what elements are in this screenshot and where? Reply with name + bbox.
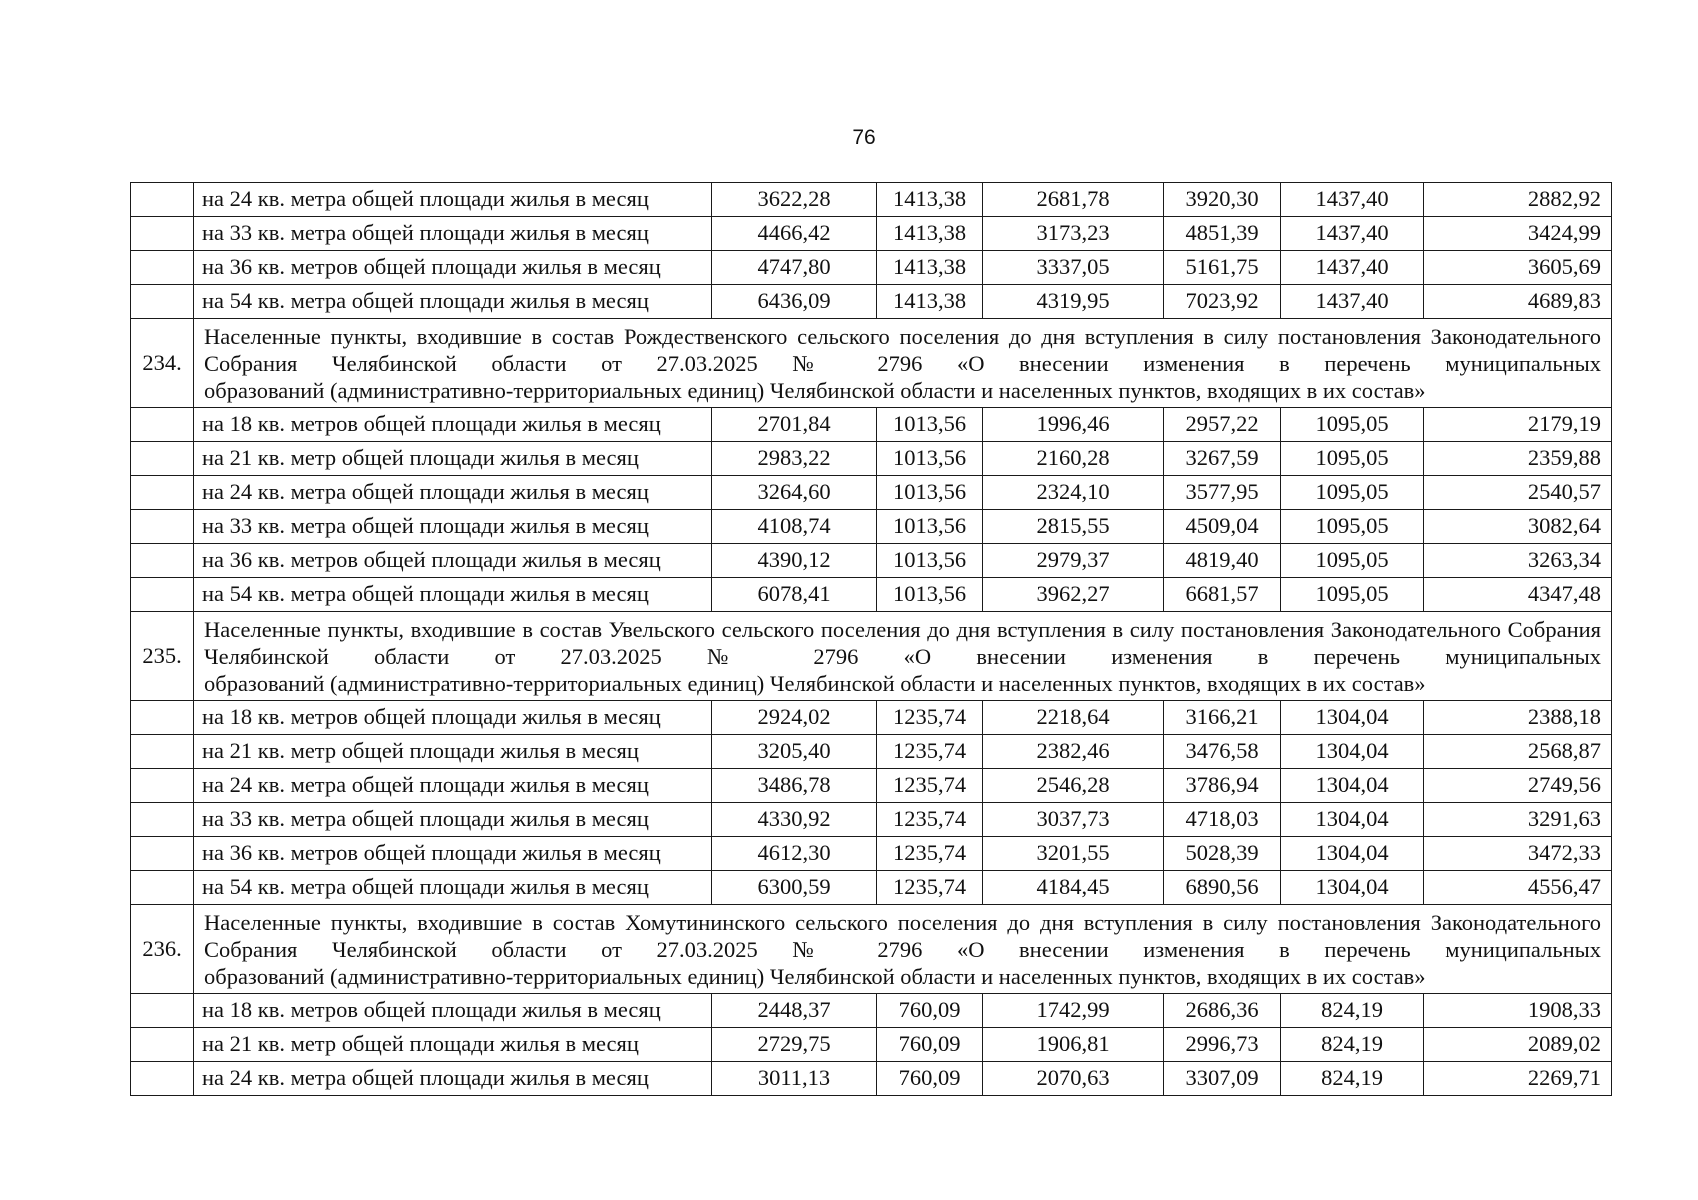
value-cell-4: 3166,21 xyxy=(1164,701,1281,735)
value-cell-3: 3962,27 xyxy=(983,578,1164,612)
value-cell-5: 1304,04 xyxy=(1281,769,1424,803)
value-cell-5: 1437,40 xyxy=(1281,285,1424,319)
row-label: на 54 кв. метра общей площади жилья в месяц xyxy=(194,871,712,905)
value-cell-5: 1304,04 xyxy=(1281,701,1424,735)
group-description xyxy=(194,905,1612,994)
value-cell-2: 1235,74 xyxy=(877,769,983,803)
value-cell-1: 4390,12 xyxy=(712,544,877,578)
value-cell-1: 6078,41 xyxy=(712,578,877,612)
value-cell-5: 1095,05 xyxy=(1281,510,1424,544)
row-number-cell xyxy=(131,837,194,871)
row-label: на 24 кв. метра общей площади жилья в месяц xyxy=(194,476,712,510)
value-cell-4: 5028,39 xyxy=(1164,837,1281,871)
value-cell-5: 1304,04 xyxy=(1281,735,1424,769)
row-label: на 36 кв. метров общей площади жилья в месяц xyxy=(194,837,712,871)
value-cell-6: 2568,87 xyxy=(1424,735,1612,769)
row-label: на 36 кв. метров общей площади жилья в месяц xyxy=(194,251,712,285)
value-cell-1: 2729,75 xyxy=(712,1028,877,1062)
row-number-cell xyxy=(131,769,194,803)
value-cell-1: 3264,60 xyxy=(712,476,877,510)
group-description-last-line: образований (административно-территориальных единиц) Челябинской области и населенных пунктов, входящих в их состав» xyxy=(204,670,1426,696)
value-cell-6: 1908,33 xyxy=(1424,994,1612,1028)
table-row xyxy=(131,871,1612,905)
row-number-cell xyxy=(131,217,194,251)
value-cell-6: 2749,56 xyxy=(1424,769,1612,803)
value-cell-6: 2179,19 xyxy=(1424,408,1612,442)
table-row xyxy=(131,735,1612,769)
table-row xyxy=(131,837,1612,871)
table-row xyxy=(131,1028,1612,1062)
table-row xyxy=(131,476,1612,510)
value-cell-4: 4851,39 xyxy=(1164,217,1281,251)
tariff-table xyxy=(130,182,1612,1096)
value-cell-3: 2815,55 xyxy=(983,510,1164,544)
row-number-cell xyxy=(131,544,194,578)
group-description-text: Населенные пункты, входившие в состав Рождественского сельского поселения до дня вступления в силу постановления Законодательного Собрания Челябинской области от 27.03.2025 № 2796 «О внесении изменения в перечень муниципальных xyxy=(204,323,1601,376)
table-row xyxy=(131,285,1612,319)
group-description-last-line: образований (административно-территориальных единиц) Челябинской области и населенных пунктов, входящих в их состав» xyxy=(204,963,1426,989)
value-cell-5: 824,19 xyxy=(1281,1028,1424,1062)
value-cell-6: 4347,48 xyxy=(1424,578,1612,612)
value-cell-1: 4330,92 xyxy=(712,803,877,837)
value-cell-3: 1742,99 xyxy=(983,994,1164,1028)
value-cell-6: 3424,99 xyxy=(1424,217,1612,251)
row-label: на 33 кв. метра общей площади жилья в месяц xyxy=(194,803,712,837)
value-cell-2: 1413,38 xyxy=(877,217,983,251)
table-row xyxy=(131,183,1612,217)
value-cell-5: 824,19 xyxy=(1281,1062,1424,1096)
row-label: на 36 кв. метров общей площади жилья в месяц xyxy=(194,544,712,578)
value-cell-6: 3263,34 xyxy=(1424,544,1612,578)
value-cell-2: 1013,56 xyxy=(877,476,983,510)
value-cell-5: 1095,05 xyxy=(1281,578,1424,612)
value-cell-4: 3307,09 xyxy=(1164,1062,1281,1096)
value-cell-2: 760,09 xyxy=(877,1062,983,1096)
row-number-cell xyxy=(131,994,194,1028)
value-cell-1: 4747,80 xyxy=(712,251,877,285)
row-label: на 18 кв. метров общей площади жилья в месяц xyxy=(194,408,712,442)
value-cell-2: 1013,56 xyxy=(877,578,983,612)
row-label: на 24 кв. метра общей площади жилья в месяц xyxy=(194,1062,712,1096)
value-cell-6: 2540,57 xyxy=(1424,476,1612,510)
group-header-row xyxy=(131,905,1612,994)
value-cell-2: 760,09 xyxy=(877,1028,983,1062)
value-cell-1: 3205,40 xyxy=(712,735,877,769)
value-cell-3: 4319,95 xyxy=(983,285,1164,319)
row-number-cell xyxy=(131,285,194,319)
value-cell-5: 1304,04 xyxy=(1281,871,1424,905)
table-row xyxy=(131,1062,1612,1096)
row-number-cell xyxy=(131,476,194,510)
row-number-cell xyxy=(131,701,194,735)
row-label: на 18 кв. метров общей площади жилья в месяц xyxy=(194,994,712,1028)
value-cell-4: 4819,40 xyxy=(1164,544,1281,578)
value-cell-6: 3291,63 xyxy=(1424,803,1612,837)
value-cell-4: 3476,58 xyxy=(1164,735,1281,769)
group-description-last-line: образований (административно-территориальных единиц) Челябинской области и населенных пунктов, входящих в их состав» xyxy=(204,377,1426,403)
table-row xyxy=(131,578,1612,612)
row-label: на 54 кв. метра общей площади жилья в месяц xyxy=(194,285,712,319)
value-cell-4: 5161,75 xyxy=(1164,251,1281,285)
value-cell-4: 3786,94 xyxy=(1164,769,1281,803)
row-number-cell xyxy=(131,251,194,285)
row-label: на 24 кв. метра общей площади жилья в месяц xyxy=(194,183,712,217)
value-cell-1: 6436,09 xyxy=(712,285,877,319)
value-cell-4: 6681,57 xyxy=(1164,578,1281,612)
group-number: 236. xyxy=(131,905,194,994)
table-row xyxy=(131,217,1612,251)
value-cell-2: 1235,74 xyxy=(877,837,983,871)
row-label: на 21 кв. метр общей площади жилья в месяц xyxy=(194,735,712,769)
row-number-cell xyxy=(131,1062,194,1096)
value-cell-3: 2160,28 xyxy=(983,442,1164,476)
value-cell-5: 1304,04 xyxy=(1281,837,1424,871)
row-number-cell xyxy=(131,578,194,612)
value-cell-5: 1095,05 xyxy=(1281,442,1424,476)
value-cell-1: 3622,28 xyxy=(712,183,877,217)
value-cell-5: 1437,40 xyxy=(1281,217,1424,251)
value-cell-1: 3486,78 xyxy=(712,769,877,803)
value-cell-4: 6890,56 xyxy=(1164,871,1281,905)
group-description xyxy=(194,319,1612,408)
value-cell-3: 2546,28 xyxy=(983,769,1164,803)
group-description-text: Населенные пункты, входившие в состав Хомутининского сельского поселения до дня вступления в силу постановления Законодательного Собрания Челябинской области от 27.03.2025 № 2796 «О внесении изменения в перечень муниципальных xyxy=(204,909,1601,962)
value-cell-5: 1095,05 xyxy=(1281,476,1424,510)
row-label: на 21 кв. метр общей площади жилья в месяц xyxy=(194,1028,712,1062)
value-cell-1: 2701,84 xyxy=(712,408,877,442)
value-cell-1: 4612,30 xyxy=(712,837,877,871)
row-number-cell xyxy=(131,735,194,769)
table-row xyxy=(131,803,1612,837)
value-cell-4: 4718,03 xyxy=(1164,803,1281,837)
value-cell-5: 1437,40 xyxy=(1281,251,1424,285)
row-number-cell xyxy=(131,1028,194,1062)
row-number-cell xyxy=(131,510,194,544)
value-cell-6: 3082,64 xyxy=(1424,510,1612,544)
value-cell-2: 1413,38 xyxy=(877,183,983,217)
value-cell-6: 3472,33 xyxy=(1424,837,1612,871)
value-cell-6: 4556,47 xyxy=(1424,871,1612,905)
value-cell-4: 2957,22 xyxy=(1164,408,1281,442)
row-number-cell xyxy=(131,803,194,837)
value-cell-2: 1413,38 xyxy=(877,285,983,319)
table-row xyxy=(131,544,1612,578)
row-number-cell xyxy=(131,408,194,442)
value-cell-4: 3267,59 xyxy=(1164,442,1281,476)
value-cell-2: 760,09 xyxy=(877,994,983,1028)
table-row xyxy=(131,251,1612,285)
value-cell-1: 2983,22 xyxy=(712,442,877,476)
value-cell-3: 3337,05 xyxy=(983,251,1164,285)
value-cell-5: 1304,04 xyxy=(1281,803,1424,837)
group-header-row xyxy=(131,319,1612,408)
row-label: на 54 кв. метра общей площади жилья в месяц xyxy=(194,578,712,612)
value-cell-2: 1235,74 xyxy=(877,701,983,735)
page-number: 76 xyxy=(852,126,876,149)
value-cell-6: 2359,88 xyxy=(1424,442,1612,476)
row-label: на 18 кв. метров общей площади жилья в месяц xyxy=(194,701,712,735)
value-cell-6: 4689,83 xyxy=(1424,285,1612,319)
row-label: на 33 кв. метра общей площади жилья в месяц xyxy=(194,217,712,251)
row-number-cell xyxy=(131,442,194,476)
value-cell-6: 2388,18 xyxy=(1424,701,1612,735)
value-cell-3: 2324,10 xyxy=(983,476,1164,510)
row-label: на 21 кв. метр общей площади жилья в месяц xyxy=(194,442,712,476)
value-cell-6: 2882,92 xyxy=(1424,183,1612,217)
value-cell-2: 1413,38 xyxy=(877,251,983,285)
value-cell-3: 4184,45 xyxy=(983,871,1164,905)
table-row xyxy=(131,408,1612,442)
value-cell-2: 1235,74 xyxy=(877,803,983,837)
value-cell-4: 3577,95 xyxy=(1164,476,1281,510)
value-cell-2: 1235,74 xyxy=(877,871,983,905)
value-cell-2: 1235,74 xyxy=(877,735,983,769)
value-cell-4: 2686,36 xyxy=(1164,994,1281,1028)
value-cell-4: 4509,04 xyxy=(1164,510,1281,544)
row-number-cell xyxy=(131,871,194,905)
value-cell-1: 4108,74 xyxy=(712,510,877,544)
value-cell-2: 1013,56 xyxy=(877,442,983,476)
table-row xyxy=(131,442,1612,476)
value-cell-3: 2979,37 xyxy=(983,544,1164,578)
group-number: 234. xyxy=(131,319,194,408)
value-cell-4: 2996,73 xyxy=(1164,1028,1281,1062)
value-cell-1: 6300,59 xyxy=(712,871,877,905)
group-number: 235. xyxy=(131,612,194,701)
value-cell-3: 2218,64 xyxy=(983,701,1164,735)
group-header-row xyxy=(131,612,1612,701)
value-cell-4: 3920,30 xyxy=(1164,183,1281,217)
value-cell-1: 4466,42 xyxy=(712,217,877,251)
value-cell-2: 1013,56 xyxy=(877,408,983,442)
value-cell-2: 1013,56 xyxy=(877,510,983,544)
value-cell-5: 1095,05 xyxy=(1281,544,1424,578)
value-cell-3: 2382,46 xyxy=(983,735,1164,769)
value-cell-5: 824,19 xyxy=(1281,994,1424,1028)
group-description xyxy=(194,612,1612,701)
value-cell-3: 1906,81 xyxy=(983,1028,1164,1062)
value-cell-3: 3201,55 xyxy=(983,837,1164,871)
row-label: на 24 кв. метра общей площади жилья в месяц xyxy=(194,769,712,803)
group-description-text: Населенные пункты, входившие в состав Увельского сельского поселения до дня вступления в силу постановления Законодательного Собрания Челябинской области от 27.03.2025 № 2796 «О внесении изменения в перечень муниципальных xyxy=(204,616,1601,669)
value-cell-5: 1437,40 xyxy=(1281,183,1424,217)
value-cell-3: 1996,46 xyxy=(983,408,1164,442)
table-row xyxy=(131,510,1612,544)
value-cell-3: 2070,63 xyxy=(983,1062,1164,1096)
value-cell-1: 3011,13 xyxy=(712,1062,877,1096)
value-cell-2: 1013,56 xyxy=(877,544,983,578)
value-cell-6: 3605,69 xyxy=(1424,251,1612,285)
value-cell-1: 2924,02 xyxy=(712,701,877,735)
value-cell-5: 1095,05 xyxy=(1281,408,1424,442)
value-cell-6: 2089,02 xyxy=(1424,1028,1612,1062)
row-label: на 33 кв. метра общей площади жилья в месяц xyxy=(194,510,712,544)
table-row xyxy=(131,701,1612,735)
value-cell-6: 2269,71 xyxy=(1424,1062,1612,1096)
table-row xyxy=(131,994,1612,1028)
value-cell-3: 3037,73 xyxy=(983,803,1164,837)
row-number-cell xyxy=(131,183,194,217)
value-cell-3: 2681,78 xyxy=(983,183,1164,217)
value-cell-3: 3173,23 xyxy=(983,217,1164,251)
value-cell-4: 7023,92 xyxy=(1164,285,1281,319)
value-cell-1: 2448,37 xyxy=(712,994,877,1028)
table-row xyxy=(131,769,1612,803)
